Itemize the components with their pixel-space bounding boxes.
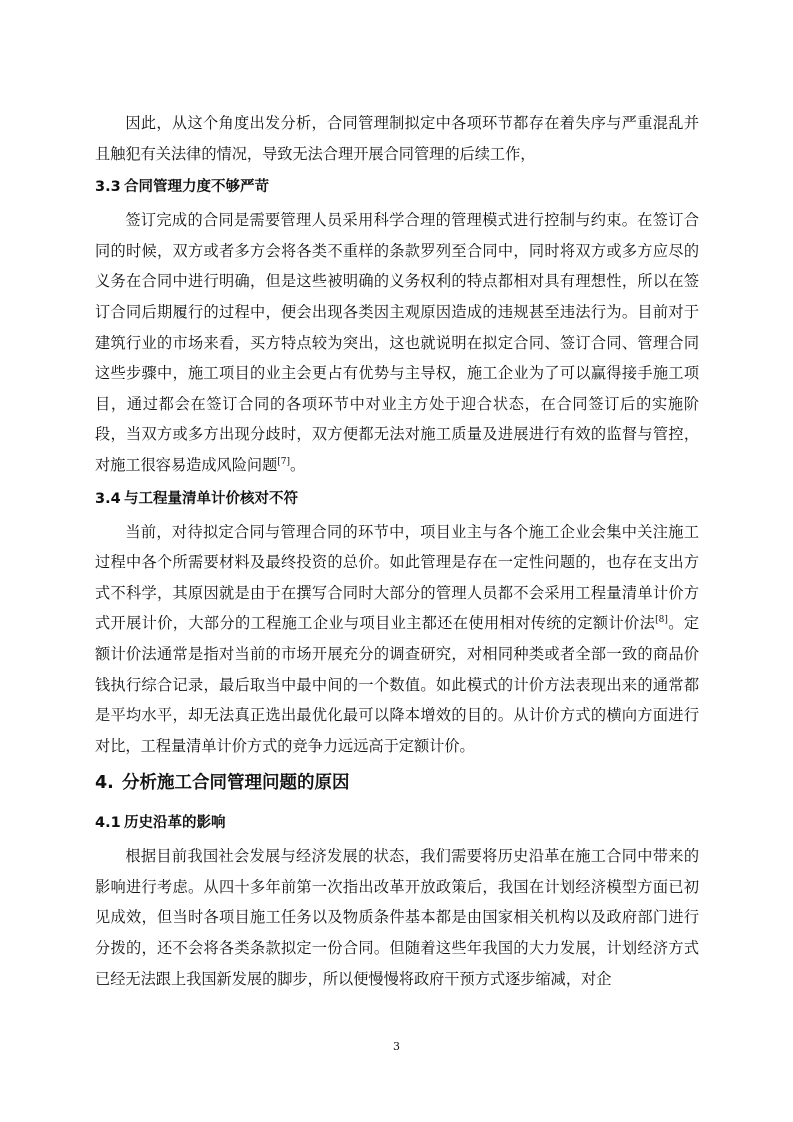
paragraph-history: 根据目前我国社会发展与经济发展的状态，我们需要将历史沿革在施工合同中带来的影响进行考虑。从四十多年前第一次指出改革开放政策后，我国在计划经济模型方面已初见成效，但当时各项目施工任务以及物质条件基本都是由国家相关机构以及政府部门进行分拨的，还不会将各类条款拟定一份合同。但随着这些年我国的大力发展，计划经济方式已经无法跟上我国新发展的脚步，所以便慢慢将政府干预方式逐步缩减，对企	[95, 847, 699, 988]
paragraph-tail: 。	[290, 455, 306, 474]
section-heading-4	[95, 761, 699, 805]
section-title: 与工程量清单计价核对不符	[124, 490, 298, 507]
citation-ref: [7]	[277, 456, 290, 467]
paragraph-text: 当前，对待拟定合同与管理合同的环节中，项目业主与各个施工企业会集中关注施工过程中各个所需要材料及最终投资的总价。如此管理是存在一定性问题的，也存在支出方式不科学，其原因就是由于在撰写合同时大部分的管理人员都不会采用工程量清单计价方式开展计价，大部分的工程施工企业与项目业主都还在使用相对传统的定额计价法	[95, 522, 699, 633]
section-heading-3-3	[95, 169, 699, 205]
section-number: 4.	[95, 773, 114, 794]
page-number: 3	[393, 1040, 400, 1053]
section-heading-3-4	[95, 481, 699, 517]
paragraph-conclusion: 因此，从这个角度出发分析，合同管理制拟定中各项环节都存在着失序与严重混乱并且触犯有关法律的情况，导致无法合理开展合同管理的后续工作，	[95, 114, 699, 163]
section-number: 4.1	[95, 815, 121, 832]
section-number: 3.3	[95, 179, 121, 196]
section-title: 合同管理力度不够严苛	[124, 179, 269, 196]
paragraph-text-continued: 。定额计价法通常是指对当前的市场开展充分的调查研究，对相同种类或者全部一致的商品价钱执行综合记录，最后取当中最中间的一个数值。如此模式的计价方法表现出来的通常都是平均水平，却无法真正选出最优化最可以降本增效的目的。从计价方式的横向方面进行对比，工程量清单计价方式的竞争力远远高于定额计价。	[95, 614, 700, 755]
citation-ref: [8]	[655, 615, 668, 626]
paragraph-text: 签订完成的合同是需要管理人员采用科学合理的管理模式进行控制与约束。在签订合同的时候，双方或者多方会将各类不重样的条款罗列至合同中，同时将双方或多方应尽的义务在合同中进行明确，但是这些被明确的义务权利的特点都相对具有理想性，所以在签订合同后期履行的过程中，便会出现各类因主观原因造成的违规甚至违法行为。目前对于建筑行业的市场来看，买方特点较为突出，这也就说明在拟定合同、签订合同、管理合同这些步骤中，施工项目的业主会更占有优势与主导权，施工企业为了可以赢得接手施工项目，通过都会在签订合同的各项环节中对业主方处于迎合状态，在合同签订后的实施阶段，当双方或多方出现分歧时，双方便都无法对施工质量及进展进行有效的监督与管控，对施工很容易造成风险问题	[95, 211, 699, 474]
section-heading-4-1	[95, 805, 699, 841]
section-title: 分析施工合同管理问题的原因	[122, 773, 350, 794]
paragraph-pricing	[95, 517, 699, 762]
section-title: 历史沿革的影响	[124, 815, 226, 832]
section-number: 3.4	[95, 490, 121, 507]
document-body	[95, 108, 699, 994]
paragraph-contract-management	[95, 205, 699, 480]
